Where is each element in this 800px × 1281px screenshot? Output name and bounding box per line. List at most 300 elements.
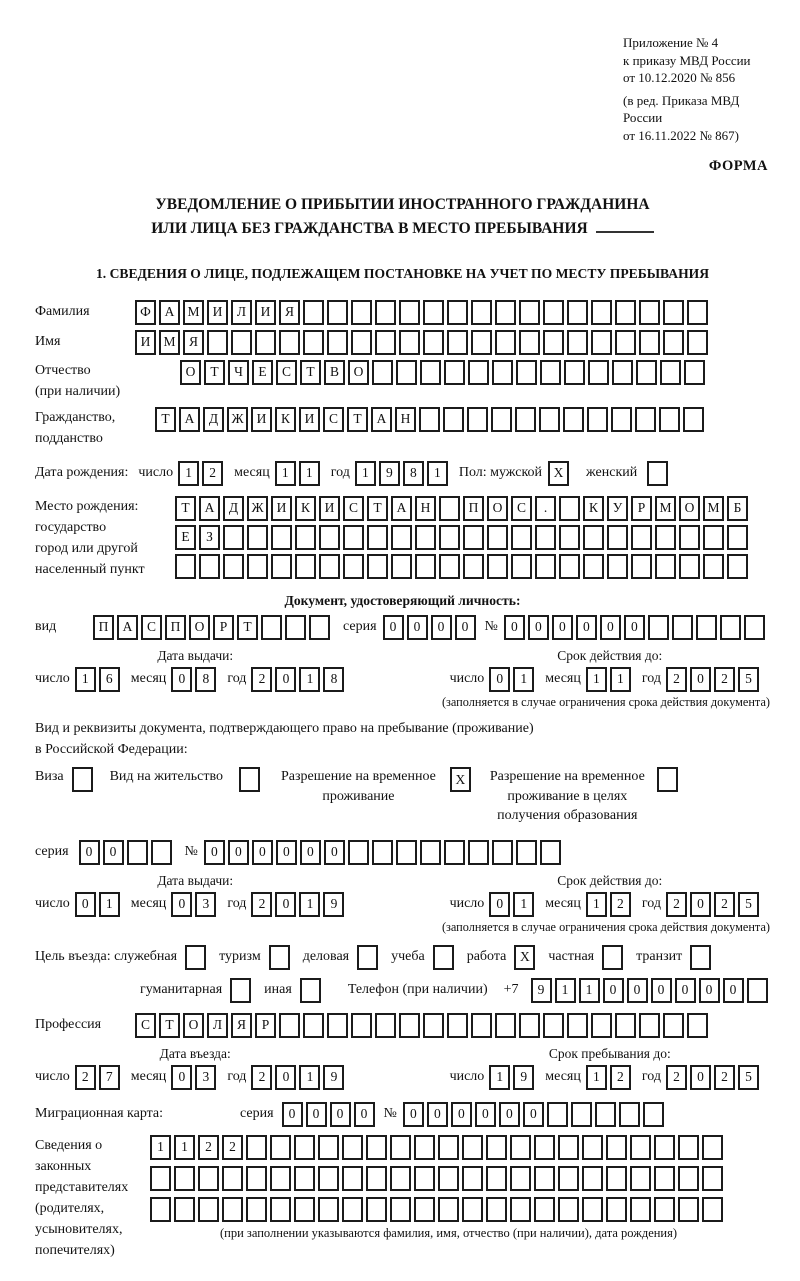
form-cell[interactable]: Т — [204, 360, 225, 385]
form-cell[interactable] — [366, 1197, 387, 1222]
form-cell[interactable] — [516, 840, 537, 865]
form-cell[interactable] — [150, 1166, 171, 1191]
form-cell[interactable]: Р — [213, 615, 234, 640]
form-cell[interactable]: 0 — [576, 615, 597, 640]
form-cell[interactable]: К — [295, 496, 316, 521]
form-cell[interactable] — [423, 330, 444, 355]
form-cell[interactable] — [690, 945, 711, 970]
form-cell[interactable] — [327, 300, 348, 325]
form-cell[interactable]: 5 — [738, 1065, 759, 1090]
form-cell[interactable] — [303, 1013, 324, 1038]
form-cell[interactable] — [643, 1102, 664, 1127]
form-cell[interactable] — [679, 554, 700, 579]
form-cell[interactable]: 0 — [455, 615, 476, 640]
form-cell[interactable] — [351, 300, 372, 325]
form-cell[interactable] — [239, 767, 260, 792]
form-cell[interactable]: 0 — [723, 978, 744, 1003]
form-cell[interactable]: 2 — [666, 892, 687, 917]
form-cell[interactable] — [534, 1166, 555, 1191]
form-cell[interactable]: Т — [237, 615, 258, 640]
form-cell[interactable] — [423, 1013, 444, 1038]
form-cell[interactable] — [471, 330, 492, 355]
form-cell[interactable]: П — [463, 496, 484, 521]
form-cell[interactable]: 1 — [555, 978, 576, 1003]
form-cell[interactable]: 8 — [403, 461, 424, 486]
form-cell[interactable] — [207, 330, 228, 355]
form-cell[interactable]: 0 — [690, 667, 711, 692]
form-cell[interactable]: 1 — [586, 667, 607, 692]
form-cell[interactable] — [414, 1166, 435, 1191]
form-cell[interactable] — [415, 554, 436, 579]
form-cell[interactable] — [654, 1166, 675, 1191]
form-cell[interactable]: 1 — [150, 1135, 171, 1160]
form-cell[interactable] — [247, 554, 268, 579]
form-cell[interactable] — [444, 840, 465, 865]
form-cell[interactable]: А — [179, 407, 200, 432]
form-cell[interactable] — [255, 330, 276, 355]
form-cell[interactable]: Ф — [135, 300, 156, 325]
form-cell[interactable] — [366, 1166, 387, 1191]
form-cell[interactable]: 1 — [299, 1065, 320, 1090]
form-cell[interactable]: 1 — [355, 461, 376, 486]
form-cell[interactable]: А — [391, 496, 412, 521]
form-cell[interactable] — [420, 360, 441, 385]
form-cell[interactable]: 0 — [627, 978, 648, 1003]
form-cell[interactable]: К — [583, 496, 604, 521]
form-cell[interactable]: 2 — [202, 461, 223, 486]
form-cell[interactable]: 1 — [75, 667, 96, 692]
form-cell[interactable] — [391, 554, 412, 579]
form-cell[interactable] — [519, 300, 540, 325]
form-cell[interactable]: Т — [300, 360, 321, 385]
form-cell[interactable]: 0 — [504, 615, 525, 640]
form-cell[interactable]: Н — [395, 407, 416, 432]
form-cell[interactable] — [631, 554, 652, 579]
form-cell[interactable]: 0 — [523, 1102, 544, 1127]
form-cell[interactable]: 0 — [324, 840, 345, 865]
form-cell[interactable]: З — [199, 525, 220, 550]
form-cell[interactable]: М — [703, 496, 724, 521]
form-cell[interactable] — [630, 1135, 651, 1160]
form-cell[interactable] — [615, 1013, 636, 1038]
form-cell[interactable] — [222, 1197, 243, 1222]
form-cell[interactable]: 2 — [714, 892, 735, 917]
form-cell[interactable]: А — [159, 300, 180, 325]
form-cell[interactable] — [199, 554, 220, 579]
form-cell[interactable]: 2 — [222, 1135, 243, 1160]
form-cell[interactable]: 9 — [379, 461, 400, 486]
form-cell[interactable] — [636, 360, 657, 385]
form-cell[interactable] — [727, 525, 748, 550]
form-cell[interactable] — [438, 1166, 459, 1191]
form-cell[interactable]: Т — [155, 407, 176, 432]
form-cell[interactable]: X — [450, 767, 471, 792]
form-cell[interactable] — [391, 525, 412, 550]
form-cell[interactable]: 2 — [251, 667, 272, 692]
form-cell[interactable] — [510, 1197, 531, 1222]
form-cell[interactable]: 0 — [499, 1102, 520, 1127]
form-cell[interactable] — [486, 1135, 507, 1160]
form-cell[interactable] — [343, 525, 364, 550]
form-cell[interactable] — [231, 330, 252, 355]
form-cell[interactable] — [295, 554, 316, 579]
form-cell[interactable]: Р — [255, 1013, 276, 1038]
form-cell[interactable]: 0 — [552, 615, 573, 640]
form-cell[interactable] — [279, 1013, 300, 1038]
form-cell[interactable] — [696, 615, 717, 640]
form-cell[interactable]: Н — [415, 496, 436, 521]
form-cell[interactable] — [582, 1166, 603, 1191]
form-cell[interactable]: И — [251, 407, 272, 432]
form-cell[interactable]: 0 — [330, 1102, 351, 1127]
form-cell[interactable] — [285, 615, 306, 640]
form-cell[interactable] — [607, 525, 628, 550]
form-cell[interactable]: 8 — [195, 667, 216, 692]
form-cell[interactable] — [639, 330, 660, 355]
form-cell[interactable]: 0 — [204, 840, 225, 865]
form-cell[interactable] — [303, 330, 324, 355]
form-cell[interactable]: 0 — [603, 978, 624, 1003]
form-cell[interactable] — [367, 554, 388, 579]
form-cell[interactable] — [639, 1013, 660, 1038]
form-cell[interactable]: М — [655, 496, 676, 521]
form-cell[interactable] — [247, 525, 268, 550]
form-cell[interactable] — [630, 1197, 651, 1222]
form-cell[interactable]: 0 — [171, 1065, 192, 1090]
form-cell[interactable] — [563, 407, 584, 432]
form-cell[interactable]: 2 — [198, 1135, 219, 1160]
form-cell[interactable] — [491, 407, 512, 432]
form-cell[interactable]: Ж — [227, 407, 248, 432]
form-cell[interactable] — [319, 554, 340, 579]
form-cell[interactable] — [543, 1013, 564, 1038]
form-cell[interactable] — [348, 840, 369, 865]
form-cell[interactable]: 1 — [299, 667, 320, 692]
form-cell[interactable] — [582, 1197, 603, 1222]
form-cell[interactable] — [567, 300, 588, 325]
form-cell[interactable]: У — [607, 496, 628, 521]
form-cell[interactable] — [647, 461, 668, 486]
form-cell[interactable] — [419, 407, 440, 432]
form-cell[interactable]: 3 — [195, 892, 216, 917]
form-cell[interactable]: 0 — [79, 840, 100, 865]
form-cell[interactable] — [366, 1135, 387, 1160]
form-cell[interactable] — [702, 1166, 723, 1191]
form-cell[interactable]: 0 — [431, 615, 452, 640]
form-cell[interactable]: О — [679, 496, 700, 521]
form-cell[interactable] — [654, 1135, 675, 1160]
form-cell[interactable] — [271, 525, 292, 550]
form-cell[interactable]: С — [135, 1013, 156, 1038]
form-cell[interactable] — [540, 840, 561, 865]
form-cell[interactable]: 5 — [738, 667, 759, 692]
form-cell[interactable]: 0 — [690, 1065, 711, 1090]
form-cell[interactable] — [678, 1197, 699, 1222]
form-cell[interactable] — [270, 1197, 291, 1222]
form-cell[interactable] — [198, 1166, 219, 1191]
form-cell[interactable] — [471, 300, 492, 325]
form-cell[interactable] — [678, 1135, 699, 1160]
form-cell[interactable]: 1 — [299, 892, 320, 917]
form-cell[interactable] — [648, 615, 669, 640]
form-cell[interactable] — [433, 945, 454, 970]
form-cell[interactable]: 0 — [651, 978, 672, 1003]
form-cell[interactable] — [271, 554, 292, 579]
form-cell[interactable]: М — [159, 330, 180, 355]
form-cell[interactable]: 0 — [699, 978, 720, 1003]
form-cell[interactable]: 0 — [252, 840, 273, 865]
form-cell[interactable]: 0 — [675, 978, 696, 1003]
form-cell[interactable]: Т — [347, 407, 368, 432]
form-cell[interactable] — [300, 978, 321, 1003]
form-cell[interactable] — [583, 554, 604, 579]
form-cell[interactable] — [511, 554, 532, 579]
form-cell[interactable] — [635, 407, 656, 432]
form-cell[interactable] — [559, 554, 580, 579]
form-cell[interactable] — [687, 1013, 708, 1038]
form-cell[interactable] — [342, 1166, 363, 1191]
form-cell[interactable] — [654, 1197, 675, 1222]
form-cell[interactable] — [516, 360, 537, 385]
form-cell[interactable] — [534, 1197, 555, 1222]
form-cell[interactable]: П — [165, 615, 186, 640]
form-cell[interactable] — [375, 330, 396, 355]
form-cell[interactable] — [150, 1197, 171, 1222]
form-cell[interactable]: С — [276, 360, 297, 385]
form-cell[interactable] — [223, 554, 244, 579]
form-cell[interactable] — [246, 1197, 267, 1222]
form-cell[interactable] — [222, 1166, 243, 1191]
form-cell[interactable] — [588, 360, 609, 385]
form-cell[interactable] — [567, 1013, 588, 1038]
form-cell[interactable] — [372, 840, 393, 865]
form-cell[interactable]: 6 — [99, 667, 120, 692]
form-cell[interactable] — [631, 525, 652, 550]
form-cell[interactable] — [487, 525, 508, 550]
form-cell[interactable]: 2 — [666, 1065, 687, 1090]
form-cell[interactable]: 0 — [171, 892, 192, 917]
form-cell[interactable] — [607, 554, 628, 579]
form-cell[interactable] — [687, 300, 708, 325]
form-cell[interactable] — [174, 1166, 195, 1191]
form-cell[interactable]: И — [299, 407, 320, 432]
form-cell[interactable] — [547, 1102, 568, 1127]
form-cell[interactable]: 2 — [610, 892, 631, 917]
form-cell[interactable] — [684, 360, 705, 385]
form-cell[interactable]: В — [324, 360, 345, 385]
form-cell[interactable] — [438, 1135, 459, 1160]
form-cell[interactable]: Д — [223, 496, 244, 521]
form-cell[interactable] — [612, 360, 633, 385]
form-cell[interactable]: К — [275, 407, 296, 432]
form-cell[interactable] — [606, 1166, 627, 1191]
form-cell[interactable] — [567, 330, 588, 355]
form-cell[interactable] — [606, 1135, 627, 1160]
form-cell[interactable] — [462, 1197, 483, 1222]
form-cell[interactable] — [462, 1135, 483, 1160]
form-cell[interactable] — [660, 360, 681, 385]
form-cell[interactable] — [462, 1166, 483, 1191]
form-cell[interactable]: 0 — [624, 615, 645, 640]
form-cell[interactable] — [602, 945, 623, 970]
form-cell[interactable]: Е — [175, 525, 196, 550]
form-cell[interactable] — [519, 1013, 540, 1038]
form-cell[interactable]: И — [271, 496, 292, 521]
form-cell[interactable]: Т — [175, 496, 196, 521]
form-cell[interactable]: 0 — [489, 667, 510, 692]
form-cell[interactable]: 5 — [738, 892, 759, 917]
form-cell[interactable] — [423, 300, 444, 325]
form-cell[interactable] — [703, 554, 724, 579]
form-cell[interactable]: И — [319, 496, 340, 521]
form-cell[interactable] — [342, 1197, 363, 1222]
form-cell[interactable] — [558, 1197, 579, 1222]
form-cell[interactable] — [198, 1197, 219, 1222]
form-cell[interactable] — [468, 360, 489, 385]
form-cell[interactable]: 0 — [75, 892, 96, 917]
form-cell[interactable]: О — [189, 615, 210, 640]
form-cell[interactable] — [468, 840, 489, 865]
form-cell[interactable] — [655, 525, 676, 550]
form-cell[interactable] — [294, 1166, 315, 1191]
form-cell[interactable] — [357, 945, 378, 970]
form-cell[interactable] — [663, 330, 684, 355]
form-cell[interactable] — [663, 300, 684, 325]
form-cell[interactable]: С — [343, 496, 364, 521]
form-cell[interactable] — [351, 330, 372, 355]
form-cell[interactable] — [747, 978, 768, 1003]
form-cell[interactable]: 0 — [300, 840, 321, 865]
form-cell[interactable] — [295, 525, 316, 550]
form-cell[interactable] — [151, 840, 172, 865]
form-cell[interactable] — [443, 407, 464, 432]
form-cell[interactable] — [279, 330, 300, 355]
form-cell[interactable]: 3 — [195, 1065, 216, 1090]
form-cell[interactable]: 1 — [513, 892, 534, 917]
form-cell[interactable] — [319, 525, 340, 550]
form-cell[interactable] — [261, 615, 282, 640]
form-cell[interactable]: 0 — [228, 840, 249, 865]
form-cell[interactable] — [564, 360, 585, 385]
form-cell[interactable] — [492, 840, 513, 865]
form-cell[interactable]: С — [141, 615, 162, 640]
form-cell[interactable]: 1 — [174, 1135, 195, 1160]
form-cell[interactable]: 0 — [489, 892, 510, 917]
form-cell[interactable] — [185, 945, 206, 970]
form-cell[interactable] — [543, 330, 564, 355]
form-cell[interactable]: М — [183, 300, 204, 325]
form-cell[interactable]: Ж — [247, 496, 268, 521]
form-cell[interactable]: 9 — [323, 892, 344, 917]
form-cell[interactable] — [375, 300, 396, 325]
form-cell[interactable] — [467, 407, 488, 432]
form-cell[interactable] — [619, 1102, 640, 1127]
form-cell[interactable]: 0 — [475, 1102, 496, 1127]
form-cell[interactable] — [444, 360, 465, 385]
form-cell[interactable] — [342, 1135, 363, 1160]
form-cell[interactable] — [582, 1135, 603, 1160]
form-cell[interactable]: 1 — [489, 1065, 510, 1090]
form-cell[interactable]: X — [514, 945, 535, 970]
form-cell[interactable] — [318, 1166, 339, 1191]
form-cell[interactable] — [510, 1135, 531, 1160]
form-cell[interactable]: 0 — [451, 1102, 472, 1127]
form-cell[interactable] — [303, 300, 324, 325]
form-cell[interactable]: 0 — [275, 667, 296, 692]
form-cell[interactable]: 0 — [690, 892, 711, 917]
form-cell[interactable] — [615, 330, 636, 355]
form-cell[interactable]: X — [548, 461, 569, 486]
form-cell[interactable] — [495, 300, 516, 325]
form-cell[interactable]: Р — [631, 496, 652, 521]
form-cell[interactable] — [372, 360, 393, 385]
form-cell[interactable]: А — [371, 407, 392, 432]
form-cell[interactable]: П — [93, 615, 114, 640]
form-cell[interactable] — [367, 525, 388, 550]
form-cell[interactable] — [492, 360, 513, 385]
form-cell[interactable] — [72, 767, 93, 792]
form-cell[interactable] — [447, 300, 468, 325]
form-cell[interactable] — [702, 1135, 723, 1160]
form-cell[interactable]: 0 — [306, 1102, 327, 1127]
form-cell[interactable]: 0 — [282, 1102, 303, 1127]
form-cell[interactable]: 0 — [275, 1065, 296, 1090]
form-cell[interactable] — [510, 1166, 531, 1191]
form-cell[interactable] — [318, 1135, 339, 1160]
form-cell[interactable]: С — [323, 407, 344, 432]
form-cell[interactable] — [447, 330, 468, 355]
form-cell[interactable] — [127, 840, 148, 865]
form-cell[interactable] — [540, 360, 561, 385]
form-cell[interactable] — [486, 1197, 507, 1222]
form-cell[interactable]: Ч — [228, 360, 249, 385]
form-cell[interactable]: 1 — [178, 461, 199, 486]
form-cell[interactable]: . — [535, 496, 556, 521]
form-cell[interactable] — [399, 300, 420, 325]
form-cell[interactable] — [657, 767, 678, 792]
form-cell[interactable]: О — [180, 360, 201, 385]
form-cell[interactable]: 2 — [251, 1065, 272, 1090]
form-cell[interactable]: О — [183, 1013, 204, 1038]
form-cell[interactable] — [591, 330, 612, 355]
form-cell[interactable]: О — [348, 360, 369, 385]
form-cell[interactable]: Д — [203, 407, 224, 432]
form-cell[interactable] — [535, 554, 556, 579]
form-cell[interactable]: 2 — [714, 1065, 735, 1090]
form-cell[interactable] — [515, 407, 536, 432]
form-cell[interactable]: 0 — [171, 667, 192, 692]
form-cell[interactable]: Я — [183, 330, 204, 355]
form-cell[interactable] — [630, 1166, 651, 1191]
form-cell[interactable] — [414, 1135, 435, 1160]
form-cell[interactable]: А — [199, 496, 220, 521]
form-cell[interactable]: Т — [367, 496, 388, 521]
form-cell[interactable] — [606, 1197, 627, 1222]
form-cell[interactable] — [327, 1013, 348, 1038]
form-cell[interactable] — [663, 1013, 684, 1038]
form-cell[interactable]: И — [207, 300, 228, 325]
form-cell[interactable] — [558, 1135, 579, 1160]
form-cell[interactable] — [534, 1135, 555, 1160]
form-cell[interactable]: С — [511, 496, 532, 521]
form-cell[interactable] — [639, 300, 660, 325]
form-cell[interactable] — [396, 360, 417, 385]
form-cell[interactable] — [270, 1166, 291, 1191]
form-cell[interactable] — [687, 330, 708, 355]
form-cell[interactable] — [495, 330, 516, 355]
form-cell[interactable] — [396, 840, 417, 865]
form-cell[interactable] — [571, 1102, 592, 1127]
